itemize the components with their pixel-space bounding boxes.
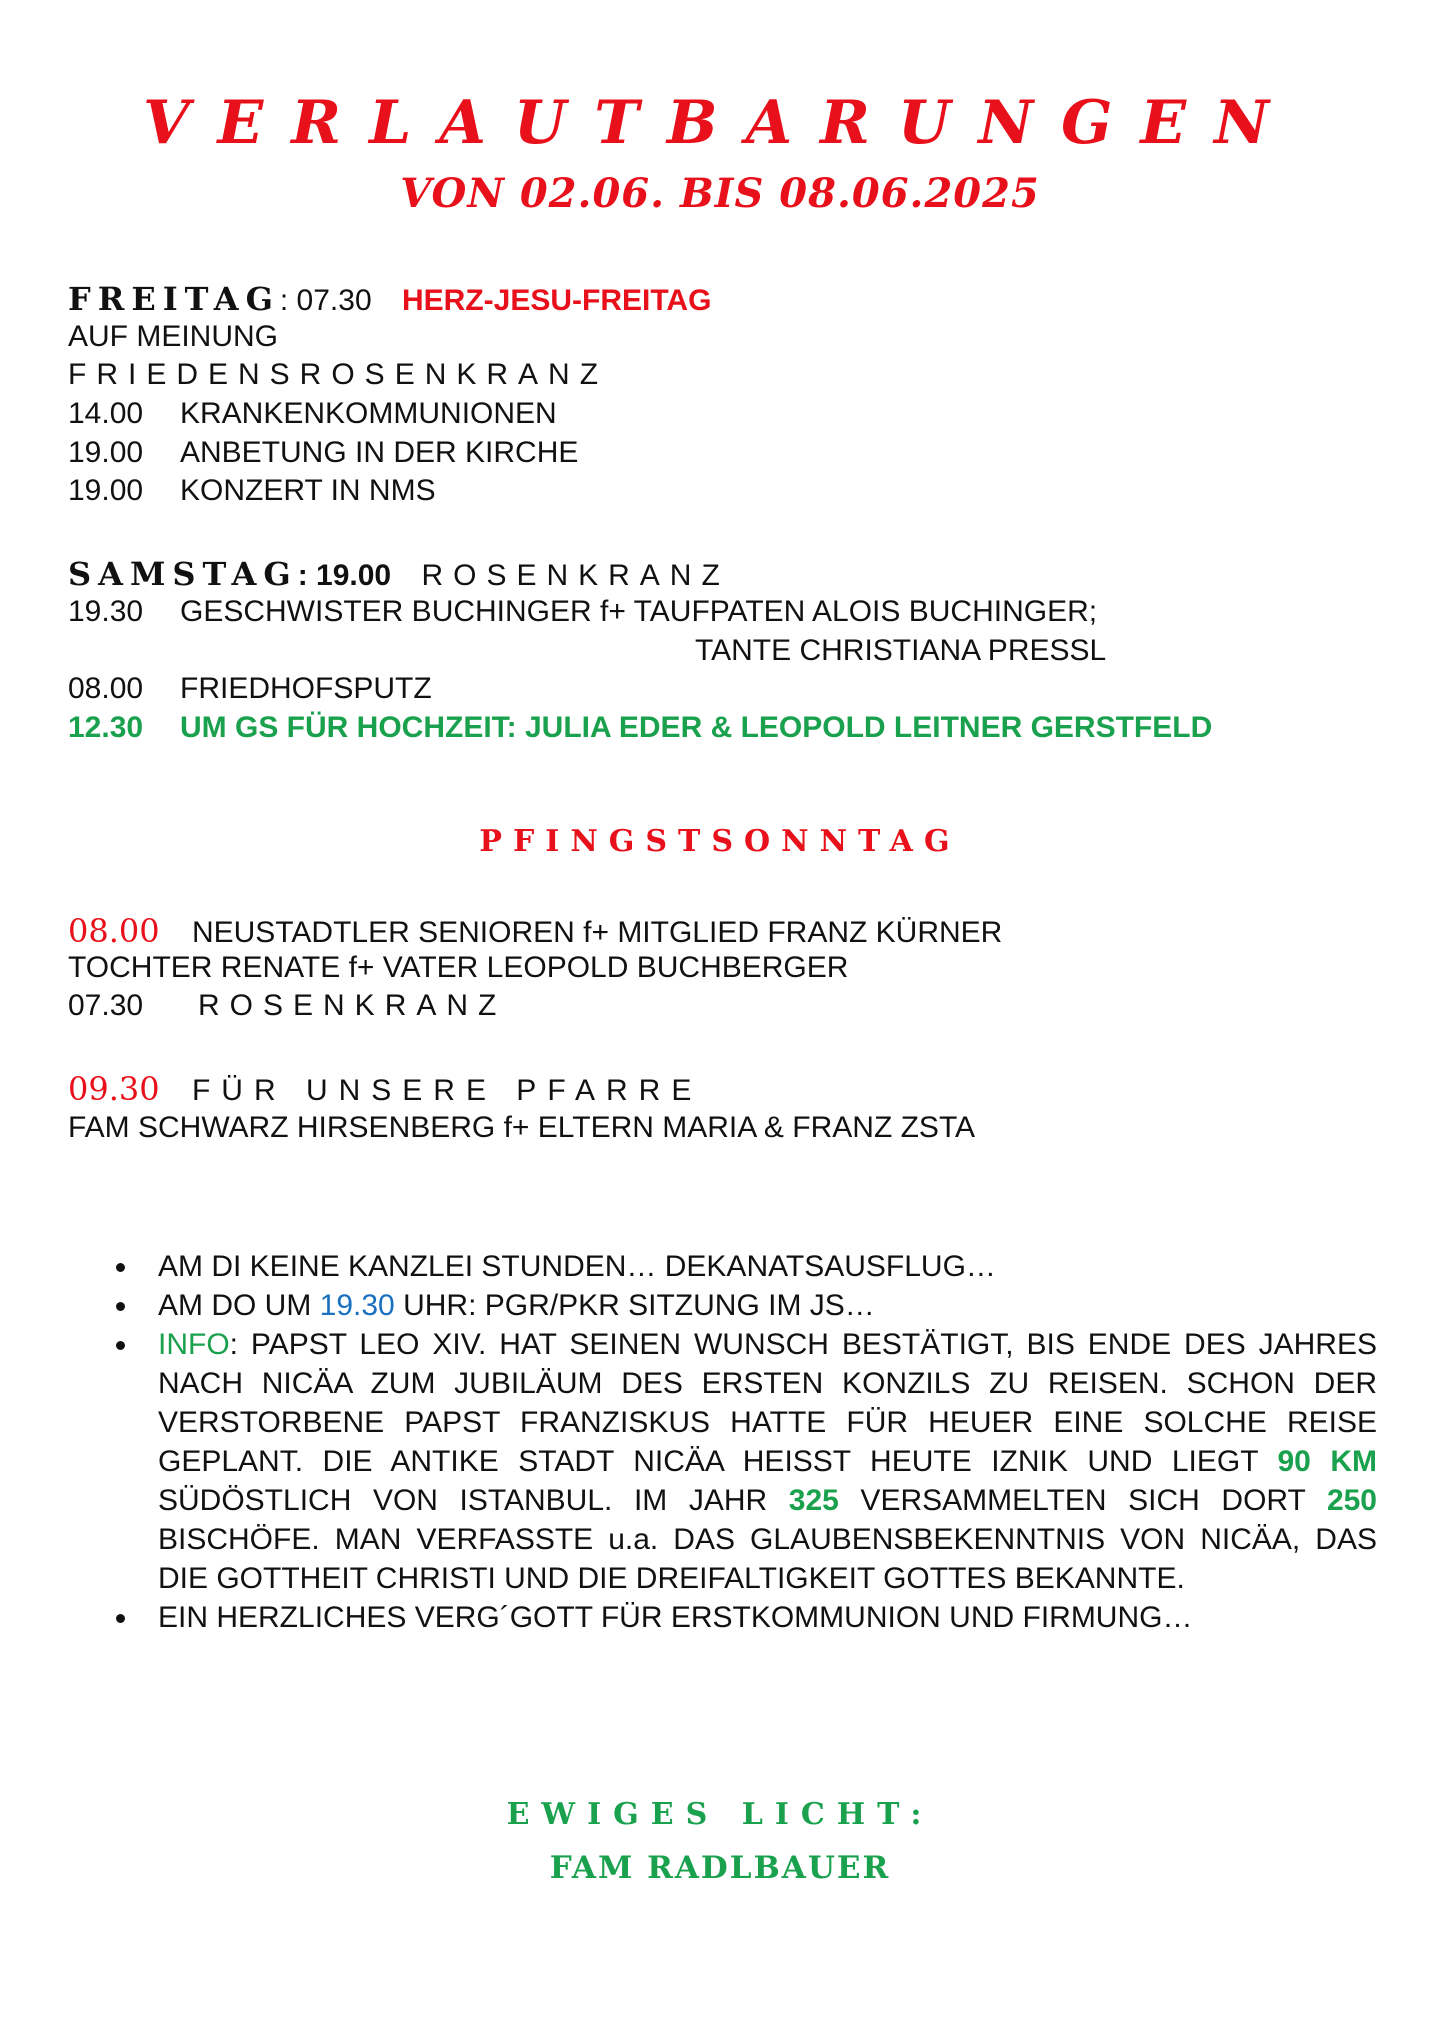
sonntag-mass-2 <box>68 1070 702 1108</box>
samstag-line-4 <box>68 711 1212 745</box>
notice-1-text: AM DI KEINE KANZLEI STUNDEN… DEKANATSAUSFLUG… <box>158 1250 996 1283</box>
freitag-line-4 <box>68 436 578 470</box>
freitag-line-5-time: 19.00 <box>68 474 144 507</box>
samstag-time: : 19.00 <box>297 559 392 592</box>
sonntag-rosary-text: ROSENKRANZ <box>198 989 507 1022</box>
freitag-line-2-text: FRIEDENSROSENKRANZ <box>68 358 609 391</box>
freitag-heading <box>68 280 711 318</box>
samstag-line-1 <box>68 595 1097 629</box>
pfingstsonntag-heading: PFINGSTSONNTAG <box>479 824 961 859</box>
samstag-heading <box>68 555 730 593</box>
freitag-time: : 07.30 <box>279 284 372 317</box>
freitag-line-2 <box>68 358 608 392</box>
samstag-line-4-time: 12.30 <box>68 711 144 744</box>
freitag-line-4-time: 19.00 <box>68 436 144 469</box>
sonntag-mass-2-time: 09.30 <box>68 1070 160 1108</box>
samstag-line-2-text: TANTE CHRISTIANA PRESSL <box>695 634 1107 667</box>
samstag-line-2 <box>695 634 1106 668</box>
notice-3-km: 90 KM <box>1277 1445 1377 1478</box>
freitag-line-4-text: ANBETUNG IN DER KIRCHE <box>180 436 579 469</box>
sonntag-mass-1-line-2: TOCHTER RENATE f+ VATER LEOPOLD BUCHBERGER <box>68 951 849 984</box>
sonntag-rosary-time: 07.30 <box>68 989 144 1022</box>
sonntag-mass-1 <box>68 912 1002 950</box>
samstag-line-1-time: 19.30 <box>68 595 144 628</box>
freitag-line-3 <box>68 397 557 431</box>
samstag-line-4-text: UM GS FÜR HOCHZEIT: JULIA EDER & LEOPOLD LEITNER GERSTFELD <box>180 711 1213 744</box>
freitag-line-5-text: KONZERT IN NMS <box>180 474 436 507</box>
sonntag-mass-2-text: FÜR UNSERE PFARRE <box>191 1074 703 1107</box>
notice-item <box>112 1247 1377 1286</box>
notice-3-part-2: SÜDÖSTLICH VON ISTANBUL. IM JAHR <box>158 1484 789 1517</box>
ewiges-licht-heading: EWIGES LICHT: <box>506 1797 934 1832</box>
sonntag-mass-1-time: 08.00 <box>68 912 160 950</box>
notice-3-part-3: VERSAMMELTEN SICH DORT <box>838 1484 1327 1517</box>
freitag-special: HERZ-JESU-FREITAG <box>401 284 712 317</box>
notice-3-label: INFO <box>158 1328 230 1361</box>
freitag-line-3-text: KRANKENKOMMUNIONEN <box>180 397 557 430</box>
notice-3-part-1: : PAPST LEO XIV. HAT SEINEN WUNSCH BESTÄTIGT, BIS ENDE DES JAHRES NACH NICÄA ZUM JUBILÄUM DES ERSTEN KONZILS ZU REISEN. SCHON DER VERSTORBENE PAPST FRANZISKUS HATTE FÜR HEUER EINE SOLCHE REISE GEPLANT. DIE ANTIKE STADT NICÄA HEISST HEUTE IZNIK UND LIEGT <box>158 1328 1377 1478</box>
notice-3-part-4: BISCHÖFE. MAN VERFASSTE u.a. DAS GLAUBENSBEKENNTNIS VON NICÄA, DAS DIE GOTTHEIT CHRISTI UND DIE DREIFALTIGKEIT GOTTES BEKANNTE. <box>158 1523 1377 1595</box>
notice-item <box>112 1286 1377 1325</box>
page-subtitle: VON 02.06. BIS 08.06.2025 <box>400 170 1040 217</box>
notice-2-post: UHR: PGR/PKR SITZUNG IM JS… <box>394 1289 875 1322</box>
freitag-line-3-time: 14.00 <box>68 397 144 430</box>
sonntag-mass-2-line-2: FAM SCHWARZ HIRSENBERG f+ ELTERN MARIA & FRANZ ZSTA <box>68 1111 976 1144</box>
samstag-line-3-time: 08.00 <box>68 672 144 705</box>
freitag-line-5 <box>68 474 436 508</box>
freitag-line-1-text: AUF MEINUNG <box>68 320 278 353</box>
sonntag-mass-1-text: NEUSTADTLER SENIOREN f+ MITGLIED FRANZ KÜRNER <box>191 916 1003 949</box>
samstag-line-3-text: FRIEDHOFSPUTZ <box>180 672 432 705</box>
sonntag-rosary <box>68 989 506 1023</box>
samstag-line-3 <box>68 672 432 706</box>
samstag-rosary: ROSENKRANZ <box>421 559 730 592</box>
notice-3-year: 325 <box>788 1484 839 1517</box>
ewiges-licht-family: FAM RADLBAUER <box>549 1850 891 1886</box>
notice-item <box>112 1598 1377 1637</box>
samstag-day: SAMSTAG <box>68 555 298 593</box>
notice-2-pre: AM DO UM <box>158 1289 320 1322</box>
notice-item <box>112 1325 1377 1598</box>
notice-3-count: 250 <box>1326 1484 1377 1517</box>
notice-2-time: 19.30 <box>319 1289 395 1322</box>
notice-4-text: EIN HERZLICHES VERG´GOTT FÜR ERSTKOMMUNION UND FIRMUNG… <box>158 1601 1193 1634</box>
samstag-line-1-text: GESCHWISTER BUCHINGER f+ TAUFPATEN ALOIS BUCHINGER; <box>180 595 1098 628</box>
freitag-line-1 <box>68 320 278 354</box>
page-title: VERLAUTBARUNGEN <box>143 88 1297 158</box>
notices-list <box>112 1247 1377 1637</box>
freitag-day: FREITAG <box>68 280 280 318</box>
